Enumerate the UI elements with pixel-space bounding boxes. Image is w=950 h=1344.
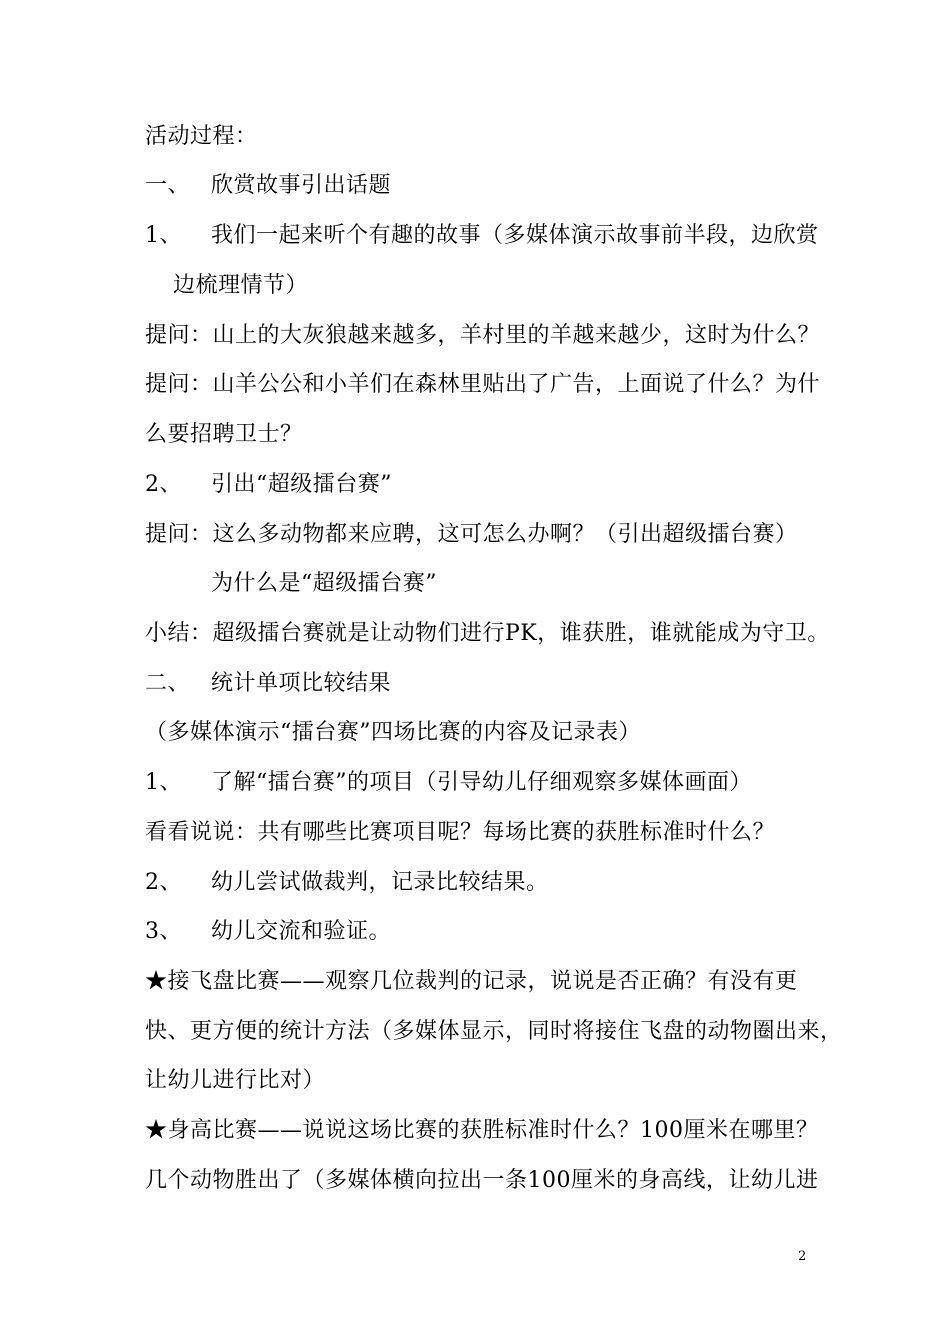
list-item-4 bbox=[145, 868, 549, 898]
section-title: 欣赏故事引出话题 bbox=[211, 173, 392, 198]
text: 看看说说：共有哪些比赛项目呢？每场比赛的获胜标准时什么？ bbox=[145, 820, 776, 845]
text: 几个动物胜出了（多媒体横向拉出一条100厘米的身高线，让幼儿进 bbox=[145, 1168, 819, 1193]
question-line-3 bbox=[145, 520, 798, 550]
item-text: 了解“擂台赛”的项目（引导幼儿仔细观察多媒体画面） bbox=[211, 770, 752, 795]
item-text: 引出“超级擂台赛” bbox=[211, 472, 392, 497]
item-number: 2、 bbox=[145, 870, 182, 895]
height-contest-continuation bbox=[145, 1166, 819, 1196]
item-text: 边梳理情节） bbox=[173, 273, 309, 298]
question-line-1 bbox=[145, 321, 820, 351]
list-item-2 bbox=[145, 470, 392, 500]
text: 提问：山上的大灰狼越来越多，羊村里的羊越来越少，这时为什么？ bbox=[145, 323, 821, 348]
text: 提问：山羊公公和小羊们在森林里贴出了广告，上面说了什么？为什 bbox=[145, 372, 821, 397]
item-number: 1、 bbox=[145, 770, 182, 795]
question-line-2 bbox=[145, 370, 820, 400]
section-title: 统计单项比较结果 bbox=[211, 671, 392, 696]
item-text: 幼儿尝试做裁判，记录比较结果。 bbox=[211, 870, 549, 895]
section-number: 二、 bbox=[145, 671, 191, 696]
section-number: 一、 bbox=[145, 173, 191, 198]
frisbee-contest-continuation-2 bbox=[145, 1066, 325, 1096]
list-item-1 bbox=[145, 221, 819, 251]
item-number: 3、 bbox=[145, 919, 182, 944]
question-line-3-continuation bbox=[211, 569, 437, 599]
item-number: 2、 bbox=[145, 472, 182, 497]
summary-line bbox=[145, 619, 830, 649]
list-item-5 bbox=[145, 917, 391, 947]
text: 提问：这么多动物都来应聘，这可怎么办啊？（引出超级擂台赛） bbox=[145, 522, 798, 547]
look-and-talk-line bbox=[145, 818, 775, 848]
height-contest-line bbox=[145, 1116, 819, 1146]
section-heading-1 bbox=[145, 171, 391, 201]
text: 么要招聘卫士？ bbox=[145, 422, 303, 447]
list-item-3 bbox=[145, 768, 752, 798]
page-number: 2 bbox=[798, 1249, 807, 1264]
text: 为什么是“超级擂台赛” bbox=[211, 571, 437, 596]
paragraph-heading-activity-process bbox=[145, 122, 258, 152]
item-text: 我们一起来听个有趣的故事（多媒体演示故事前半段，边欣赏 bbox=[211, 223, 819, 248]
text: ★身高比赛——说说这场比赛的获胜标准时什么？100厘米在哪里？ bbox=[145, 1118, 819, 1143]
section-heading-2 bbox=[145, 669, 391, 699]
item-number: 1、 bbox=[145, 223, 182, 248]
text: 活动过程： bbox=[145, 124, 258, 149]
text: ★接飞盘比赛——观察几位裁判的记录，说说是否正确？有没有更 bbox=[145, 969, 798, 994]
text: 快、更方便的统计方法（多媒体显示，同时将接住飞盘的动物圈出来， bbox=[145, 1019, 843, 1044]
text: （多媒体演示“擂台赛”四场比赛的内容及记录表） bbox=[145, 720, 641, 745]
list-item-1-continuation bbox=[173, 271, 308, 301]
text: 让幼儿进行比对） bbox=[145, 1068, 326, 1093]
frisbee-contest-line bbox=[145, 967, 798, 997]
item-text: 幼儿交流和验证。 bbox=[211, 919, 392, 944]
frisbee-contest-continuation-1 bbox=[145, 1017, 843, 1047]
question-line-2-continuation bbox=[145, 420, 303, 450]
text: 小结：超级擂台赛就是让动物们进行PK，谁获胜，谁就能成为守卫。 bbox=[145, 621, 830, 646]
multimedia-note bbox=[145, 718, 641, 748]
